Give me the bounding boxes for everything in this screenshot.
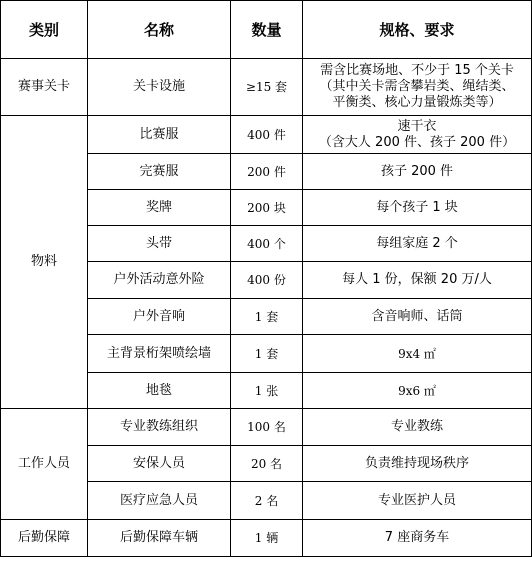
spec-line: 平衡类、核心力量锻炼类等） bbox=[332, 95, 502, 110]
item-spec: 7 座商务车 bbox=[303, 520, 532, 557]
item-spec bbox=[303, 116, 532, 154]
spec-line: （其中关卡需含攀岩类、绳结类、 bbox=[319, 79, 515, 94]
item-spec: 专业教练 bbox=[303, 409, 532, 446]
item-spec: 含音响师、话筒 bbox=[303, 299, 532, 335]
item-name: 完赛服 bbox=[88, 154, 231, 190]
table-row bbox=[1, 409, 532, 446]
item-spec: 负责维持现场秩序 bbox=[303, 446, 532, 482]
item-quantity: 1 套 bbox=[231, 335, 303, 373]
item-name: 奖牌 bbox=[88, 190, 231, 226]
category-cell-checkpoint: 赛事关卡 bbox=[1, 59, 88, 116]
item-quantity: ≥15 套 bbox=[231, 59, 303, 116]
item-spec: 每人 1 份，保额 20 万/人 bbox=[303, 262, 532, 299]
header-row bbox=[1, 1, 532, 59]
spec-line: 需含比赛场地、不少于 15 个关卡 bbox=[320, 63, 514, 78]
header-category: 类别 bbox=[1, 1, 88, 59]
item-name: 地毯 bbox=[88, 373, 231, 409]
table-row bbox=[1, 59, 532, 116]
item-quantity: 1 辆 bbox=[231, 520, 303, 557]
item-quantity: 1 套 bbox=[231, 299, 303, 335]
item-quantity: 400 件 bbox=[231, 116, 303, 154]
item-quantity: 400 份 bbox=[231, 262, 303, 299]
item-quantity: 200 块 bbox=[231, 190, 303, 226]
item-spec: 专业医护人员 bbox=[303, 482, 532, 520]
item-name: 安保人员 bbox=[88, 446, 231, 482]
item-quantity: 200 件 bbox=[231, 154, 303, 190]
item-spec: 每组家庭 2 个 bbox=[303, 226, 532, 262]
item-name: 关卡设施 bbox=[88, 59, 231, 116]
header-spec: 规格、要求 bbox=[303, 1, 532, 59]
table-row bbox=[1, 520, 532, 557]
spec-line: （含大人 200 件、孩子 200 件） bbox=[318, 134, 516, 150]
item-quantity: 2 名 bbox=[231, 482, 303, 520]
category-cell-materials: 物料 bbox=[1, 116, 88, 409]
table-row bbox=[1, 116, 532, 154]
item-name: 主背景桁架喷绘墙 bbox=[88, 335, 231, 373]
item-name: 后勤保障车辆 bbox=[88, 520, 231, 557]
item-quantity: 400 个 bbox=[231, 226, 303, 262]
category-cell-logistics: 后勤保障 bbox=[1, 520, 88, 557]
item-spec: 9x4 ㎡ bbox=[303, 335, 532, 373]
item-name: 专业教练组织 bbox=[88, 409, 231, 446]
item-spec: 9x6 ㎡ bbox=[303, 373, 532, 409]
item-name: 比赛服 bbox=[88, 116, 231, 154]
item-name: 医疗应急人员 bbox=[88, 482, 231, 520]
item-spec: 孩子 200 件 bbox=[303, 154, 532, 190]
item-quantity: 100 名 bbox=[231, 409, 303, 446]
item-name: 头带 bbox=[88, 226, 231, 262]
category-cell-staff: 工作人员 bbox=[1, 409, 88, 520]
header-name: 名称 bbox=[88, 1, 231, 59]
item-spec bbox=[303, 59, 532, 116]
item-quantity: 1 张 bbox=[231, 373, 303, 409]
item-name: 户外活动意外险 bbox=[88, 262, 231, 299]
item-spec: 每个孩子 1 块 bbox=[303, 190, 532, 226]
item-name: 户外音响 bbox=[88, 299, 231, 335]
spec-line: 速干衣 bbox=[397, 118, 437, 134]
header-quantity: 数量 bbox=[231, 1, 303, 59]
item-quantity: 20 名 bbox=[231, 446, 303, 482]
